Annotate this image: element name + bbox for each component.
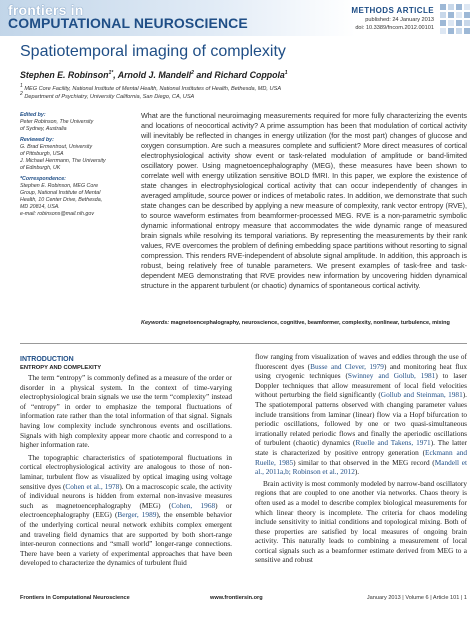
author-sup: 1* [108,70,114,77]
author-name[interactable]: Stephen E. Robinson [20,70,109,80]
body-column-left [20,355,232,568]
keywords [141,320,467,328]
article-meta [351,6,434,32]
body-column-right [255,352,467,565]
article-title: Spatiotemporal imaging of complexity [20,43,286,60]
text-run: The topographic characteristics of spatiotemporal fluctuations in cortical electrophysiological activity are analogous to those of non-laminar, turbulent flow as visualized by optical imaging using voltage sensitive dyes ( [20,452,232,491]
editor-line: Peter Robinson, The University [20,119,94,125]
reviewer-line: of Edinburgh, UK [20,165,61,171]
corner-grid-icon [440,4,470,34]
correspondence-line: MD 20814, USA. [20,204,60,210]
affiliation [20,85,460,93]
text-run: ) and monitoring heat flux using cryogenic techniques ( [255,361,467,381]
reviewer-line: G. Brad Ermentrout, University [20,144,93,150]
text-run: ). The latter state is characterized by positive entropy generation ( [255,438,468,457]
paragraph [20,453,232,568]
author-sup: 2 [191,70,194,77]
editor-line: of Sydney, Australia [20,126,67,132]
paragraph [255,352,467,477]
text-run: ) similar to that observed in the MEG record ( [293,457,435,467]
affiliations [20,85,460,101]
citation-link[interactable]: Swinney and Gollub, 1981 [347,371,436,381]
citation-link[interactable]: Berger, 1989 [117,510,157,520]
text-run: ). [354,467,360,477]
paragraph: Brain activity is most commonly modeled by narrow-band oscillatory regions that are coupled to one another via networks. Chaos theory is often used as a model to describe complex biological measurements for which linear theory is incomplete. The criteria for chaos modeling include sensitivity to initial conditions and topological mixing. Both of these properties are satisfied by local measures of ongoing brain activity. This naturally leads to combining a measurement of local cortical signals such as a beamformer estimate derived from MEG to a sensitive and robust [255,478,467,565]
editorial-sidebar [20,112,120,218]
author-list [20,70,460,81]
published-date: published: 24 January 2013 [365,17,434,23]
keywords-label: Keywords: [141,320,170,326]
citation-link[interactable]: Cohen, 1968 [171,500,216,510]
author-name[interactable]: Arnold J. Mandell [117,70,192,80]
reviewed-by-heading: Reviewed by: [20,137,54,143]
reviewer-line: J. Michael Herrmann, The University [20,158,106,164]
text-run: ). The spatiotemporal patterns observed with changing parameter values include transitions from laminar (linear) flow via a Hopf bifurcation to periodic oscillations, followed by one or two quasi-simultaneous irrationally related periodic flows and finally the aperiodic oscillations of turbulent (chaotic) dynamics ( [255,390,467,448]
footer-site-link[interactable]: www.frontiersin.org [210,595,263,601]
section-divider [20,343,467,344]
section-heading: INTRODUCTION [20,356,74,363]
text-run: ). On a macroscopic scale, the activity of individual neurons is hidden from external non-invasive measures such as magnetoencephalography (MEG) ( [20,481,232,510]
affiliation-text: MEG Core Facility, National Institute of Mental Health, National Institutes of Health, Bethesda, MD, USA [24,86,282,92]
correspondence-email[interactable]: e-mail: robinsons@mail.nih.gov [20,211,94,217]
journal-name-line2: COMPUTATIONAL NEUROSCIENCE [8,15,248,31]
page-footer [20,593,467,603]
correspondence-line: Health, 10 Center Drive, Bethesda, [20,197,103,203]
author-sep: , [113,70,118,80]
citation-link[interactable]: Ruelle and Takens, 1971 [355,438,431,448]
paragraph: The term “entropy” is commonly defined as a measure of the order or disorder in a physical system. In the context of time-varying electrophysiological brain signals we use the term “complexity” instead of “entropy” in order to emphasize the temporal fluctuations of information rate rather than the total information of that signal. Signals having low complexity include synchronous events and oscillations. Signals with high complexity appear more chaotic and correspond to a higher information rate. [20,373,232,450]
citation-link[interactable]: Eckmann and Ruelle, 1985 [255,447,467,467]
citation-link[interactable]: Cohen et al., 1978 [65,481,120,491]
correspondence-heading: *Correspondence: [20,176,66,182]
citation-link[interactable]: Gollub and Steinman, 1981 [380,390,463,400]
correspondence-line: Group, National Institute of Mental [20,190,101,196]
abstract: What are the functional neuroimaging measurements required for more fully characterizing the events and locations of neocortical activity? A prime assumption has been that modulation of cortical activity will inevitably be reflected in changes in energy utilization (for the most part) changes of glucose and oxygen consumption. Are such a measures complete and sufficient? More direct measures of cortical electrophysiological activity show event or task-related modulation of amplitude or band-limited oscillatory power. Using magnetoencephalography (MEG), these measures have been shown to correlate well with energy utilization sensitive BOLD fMRI. In this paper, we explore the existence of state changes in electrophysiological cortical activity that can occur independently of changes in averaged amplitude, source power or indices of metabolic rates. In addition, we demonstrate that such state changes can be described by applying a new measure of complexity, rank vector entropy (RVE), to source waveform estimates from beamformer-processed MEG. RVE is a non-parametric symbolic dynamic informational entropy measure that accommodates the wide dynamic range of measured brain signals while resolving its temporal variations. By representing the measurements by their rank values, RVE overcomes the problem of defining embedding space partitions without resorting to signal compression. This renders RVE-independent of absolute signal amplitude. In addition, this approach is robust, being relatively free of tunable parameters. We present examples of task-free and task-dependent MEG demonstrating that RVE provides new information by uncovering hidden dynamical structure in the apparent turbulent (or chaotic) dynamics of spontaneous cortical activity. [141,111,467,290]
footer-issue: January 2013 | Volume 6 | Article 101 | 1 [366,595,467,601]
reviewer-line: of Pittsburgh, USA [20,151,64,157]
correspondence-line: Stephen E. Robinson, MEG Core [20,183,99,189]
affiliation-sup: 2 [20,91,23,98]
keywords-list: magnetoencephalography, neuroscience, cognitive, beamformer, complexity, nonlinear, turbulence, mixing [170,320,450,326]
author-name[interactable]: Richard Coppola [214,70,285,80]
author-sep: and [193,70,215,80]
text-run: ) to laser Doppler techniques that allow measurement of local field velocities without perturbing the field significantly ( [255,371,467,400]
edited-by-heading: Edited by: [20,112,46,118]
text-run: flow ranging from visualization of waves and eddies through the use of fluorescent dyes ( [255,352,467,371]
citation-link[interactable]: Mandell et al., 2011a,b; Robinson et al., 2012 [255,457,467,477]
affiliation [20,93,460,101]
citation-link[interactable]: Busse and Clever, 1979 [310,361,384,371]
text-run: ) or electroencephalography (EEG) ( [20,500,232,520]
footer-journal: Frontiers in Computational Neuroscience [20,595,130,601]
masthead [0,0,474,40]
doi: doi: 10.3389/fncom.2012.00101 [355,25,434,31]
article-type: METHODS ARTICLE [351,6,434,15]
author-sup: 1 [284,70,288,77]
journal-name-line1: frontiers in [8,2,84,18]
affiliation-sup: 1 [20,83,23,90]
subsection-heading: ENTROPY AND COMPLEXITY [20,365,102,371]
text-run: ), the ensemble behavior of the underlying cortical neural network exhibits complex emergent and traveling field dynamics that are supported by both short-range inter-neuron connections and “small world” longer-range connections. There have been a variety of experimental approaches that have been developed to characterize the dynamics of turbulent fluid [20,510,232,568]
affiliation-text: Department of Psychiatry, University California, San Diego, CA, USA [24,94,195,100]
